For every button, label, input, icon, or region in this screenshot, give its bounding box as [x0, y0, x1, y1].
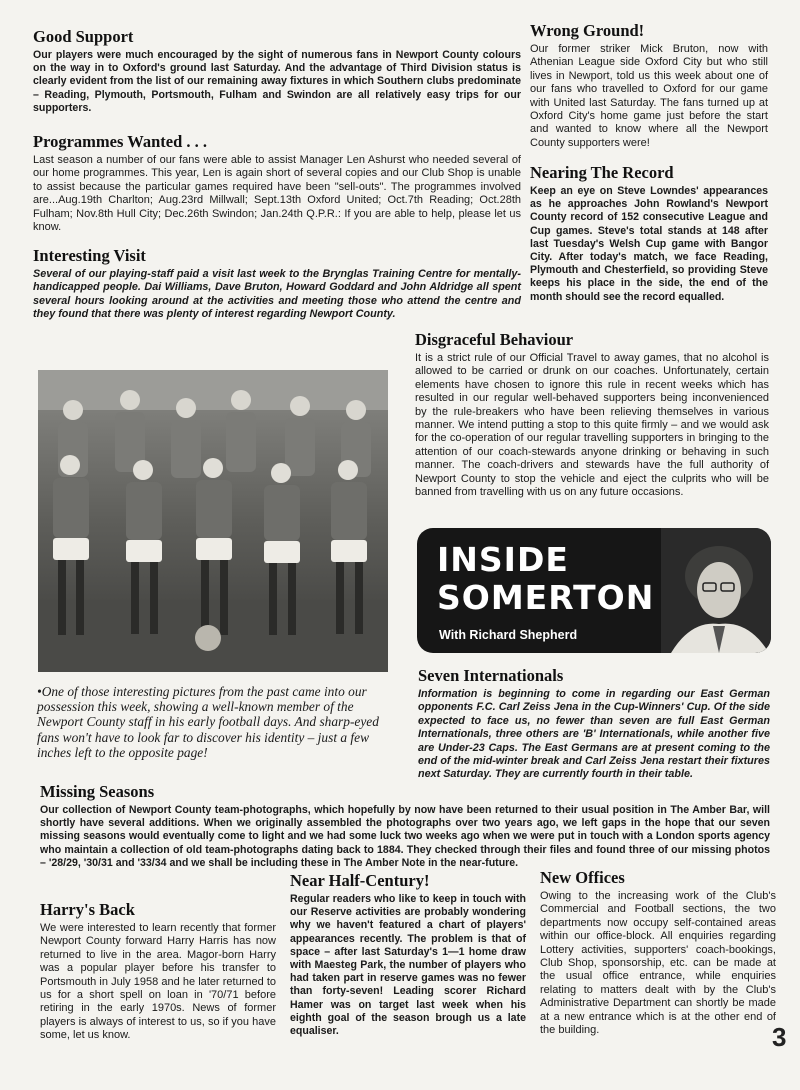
heading-near-half-century: Near Half-Century!: [290, 871, 430, 890]
article-harrys-back: [40, 901, 276, 1043]
body-wrong-ground: Our former striker Mick Bruton, now with Athenian League side Oxford City but who still lives in Newport, told us this week about one of our fans who travelled to Oxford for our game with United last Saturday. The fans turned up at Oxford City's home game just before the start and wanted to know where all the Newport County supporters were!: [530, 43, 768, 149]
heading-disgraceful-behaviour: Disgraceful Behaviour: [415, 330, 574, 349]
article-seven-internationals: [418, 667, 770, 782]
team-photograph-image: [38, 370, 388, 672]
heading-programmes-wanted: Programmes Wanted . . .: [33, 132, 207, 151]
heading-good-support: Good Support: [33, 27, 134, 46]
photo-caption: [37, 684, 393, 760]
heading-harrys-back: Harry's Back: [40, 900, 135, 919]
body-new-offices: Owing to the increasing work of the Club's Commercial and Football sections, the two departments now occupy self-contained areas within our office-block. All enquiries regarding Lottery activities, supporters' coach-bookings, Club Shop, sponsorship, etc. can be made at the usual office entrance, while enquiries relating to matters dealt with by the Club's Administrative Department can shortly be made at a new entrance which is at the other end of the building.: [540, 890, 776, 1037]
heading-nearing-record: Nearing The Record: [530, 163, 674, 182]
body-good-support: Our players were much encouraged by the sight of numerous fans in Newport County colours on the way in to Oxford's ground last Saturday. And the advantage of Third Division status is clearly evident from the list of our remaining away fixtures in which Southern clubs predominate – Reading, Plymouth, Portsmouth, Fulham and Swindon are all relatively easy trips for our supporters.: [33, 49, 521, 114]
heading-seven-internationals: Seven Internationals: [418, 666, 564, 685]
columnist-portrait: [661, 528, 771, 653]
inside-somerton-banner: [417, 528, 771, 653]
body-nearing-record: Keep an eye on Steve Lowndes' appearances as he approaches John Rowland's Newport County record of 152 consecutive League and Cup games. Steve's total stands at 148 after last Tuesday's Welsh Cup game with Bangor City. After today's match, we face Reading, Plymouth and Chesterfield, so providing Steve keeps his place in the side, the end of the month should see the record equalled.: [530, 185, 768, 303]
body-harrys-back: We were interested to learn recently that former Newport County forward Harry Harris has now returned to live in the area. Magor-born Harry was a popular player before his transfer to Portsmouth in July 1958 and he later returned to us for a short spell on loan in '70/71 before retiring in the early 1970s. News of former players is always of interest to us, so if you have some, let us know.: [40, 922, 276, 1042]
body-interesting-visit: Several of our playing-staff paid a visit last week to the Brynglas Training Centre for mentally-handicapped people. Dai Williams, Dave Bruton, Howard Goddard and John Aldridge all spent several hours looking around at the activities and meeting those who attend the centre and they found that there was plenty of interest regarding Newport County.: [33, 268, 521, 321]
page-number: 3: [772, 1022, 787, 1052]
article-wrong-ground: [530, 22, 768, 150]
article-near-half-century: [290, 872, 526, 1038]
heading-wrong-ground: Wrong Ground!: [530, 21, 645, 40]
team-photograph: [38, 370, 388, 672]
banner-byline: With Richard Shepherd: [439, 628, 578, 642]
heading-missing-seasons: Missing Seasons: [40, 782, 155, 801]
heading-new-offices: New Offices: [540, 868, 625, 887]
heading-interesting-visit: Interesting Visit: [33, 246, 146, 265]
body-disgraceful-behaviour: It is a strict rule of our Official Travel to away games, that no alcohol is allowed to be carried or drunk on our coaches. Unfortunately, certain elements have chosen to ignore this rule in recent weeks which has resulted in our regular well-behaved supporters being inconvenienced by the rule-breakers who have been relieving themselves in various manner. We intend putting a stop to this quite firmly – and we would ask for the co-operation of our regular travelling supporters in bringing to the attention of our coach-stewards anyone drinking or behaving in such manner. The coach-drivers and stewards have the full authority of Newport County to stop the vehicle and eject the culprits who will be banned from travelling with us on any future occasions.: [415, 352, 769, 499]
article-new-offices: [540, 869, 776, 1037]
photo-caption-text: •One of those interesting pictures from the past came into our possession this week, showing a well-known member of the Newport County staff in his early football days. And sharp-eyed fans won't have to look far to discover his identity – just a few inches left to the opposite page!: [37, 684, 379, 760]
body-programmes-wanted: Last season a number of our fans were able to assist Manager Len Ashurst who needed several of our home programmes. This year, Len is again short of several copies and our Club Shop is unable to assist because the particular games required have been "sell-outs". The programmes involved are...Aug.19th Charlton; Aug.23rd Millwall; Sept.13th Oxford United; Oct.7th Reading; Oct.28th Fulham; Nov.8th Hull City; Dec.26th Swindon; Jan.24th Q.P.R.: If you are able to help, please let us know.: [33, 154, 521, 234]
body-seven-internationals: Information is beginning to come in regarding our East German opponents F.C. Carl Zeiss Jena in the Cup-Winners' Cup. Of the side expected to face us, no fewer than seven are full East German Internationals, three others are 'B' Internationals, while another five are Under-23 Caps. The East Germans are at present coming to the end of the mid-winter break and Carl Zeiss Jena restart their fixtures next Saturday. They are currently fourth in their table.: [418, 688, 770, 781]
article-programmes-wanted: [33, 133, 521, 234]
banner-title-line2: SOMERTON: [437, 578, 655, 617]
article-interesting-visit: [33, 247, 521, 322]
article-disgraceful-behaviour: [415, 331, 769, 499]
body-missing-seasons: Our collection of Newport County team-photographs, which hopefully by now have been returned to their usual position in The Amber Bar, will shortly have several additions. When we originally assembled the photographs over two years ago, we left gaps in the hope that our seven missing seasons would eventually come to light and we had some luck two weeks ago when we were put in touch with a London sports agency who maintain a collection of old team-photographs dating back to 1884. They checked through their files and found three of our missing photos – '28/29, '30/31 and '33/34 and we shall be including these in The Amber Note in the near-future.: [40, 804, 770, 869]
article-missing-seasons: [40, 783, 770, 870]
banner-title-line1: INSIDE: [437, 540, 569, 579]
article-nearing-record: [530, 164, 768, 304]
article-good-support: [33, 28, 521, 115]
body-near-half-century: Regular readers who like to keep in touch with our Reserve activities are probably wondering why we haven't featured a chart of players' appearances recently. The problem is that of space – after last Saturday's 1—1 home draw with Maesteg Park, the number of players who had taken part in reserve games was no fewer than forty-seven! Leading scorer Richard Hamer was on target last week when his eighth goal of the season brough us a late equaliser.: [290, 893, 526, 1038]
